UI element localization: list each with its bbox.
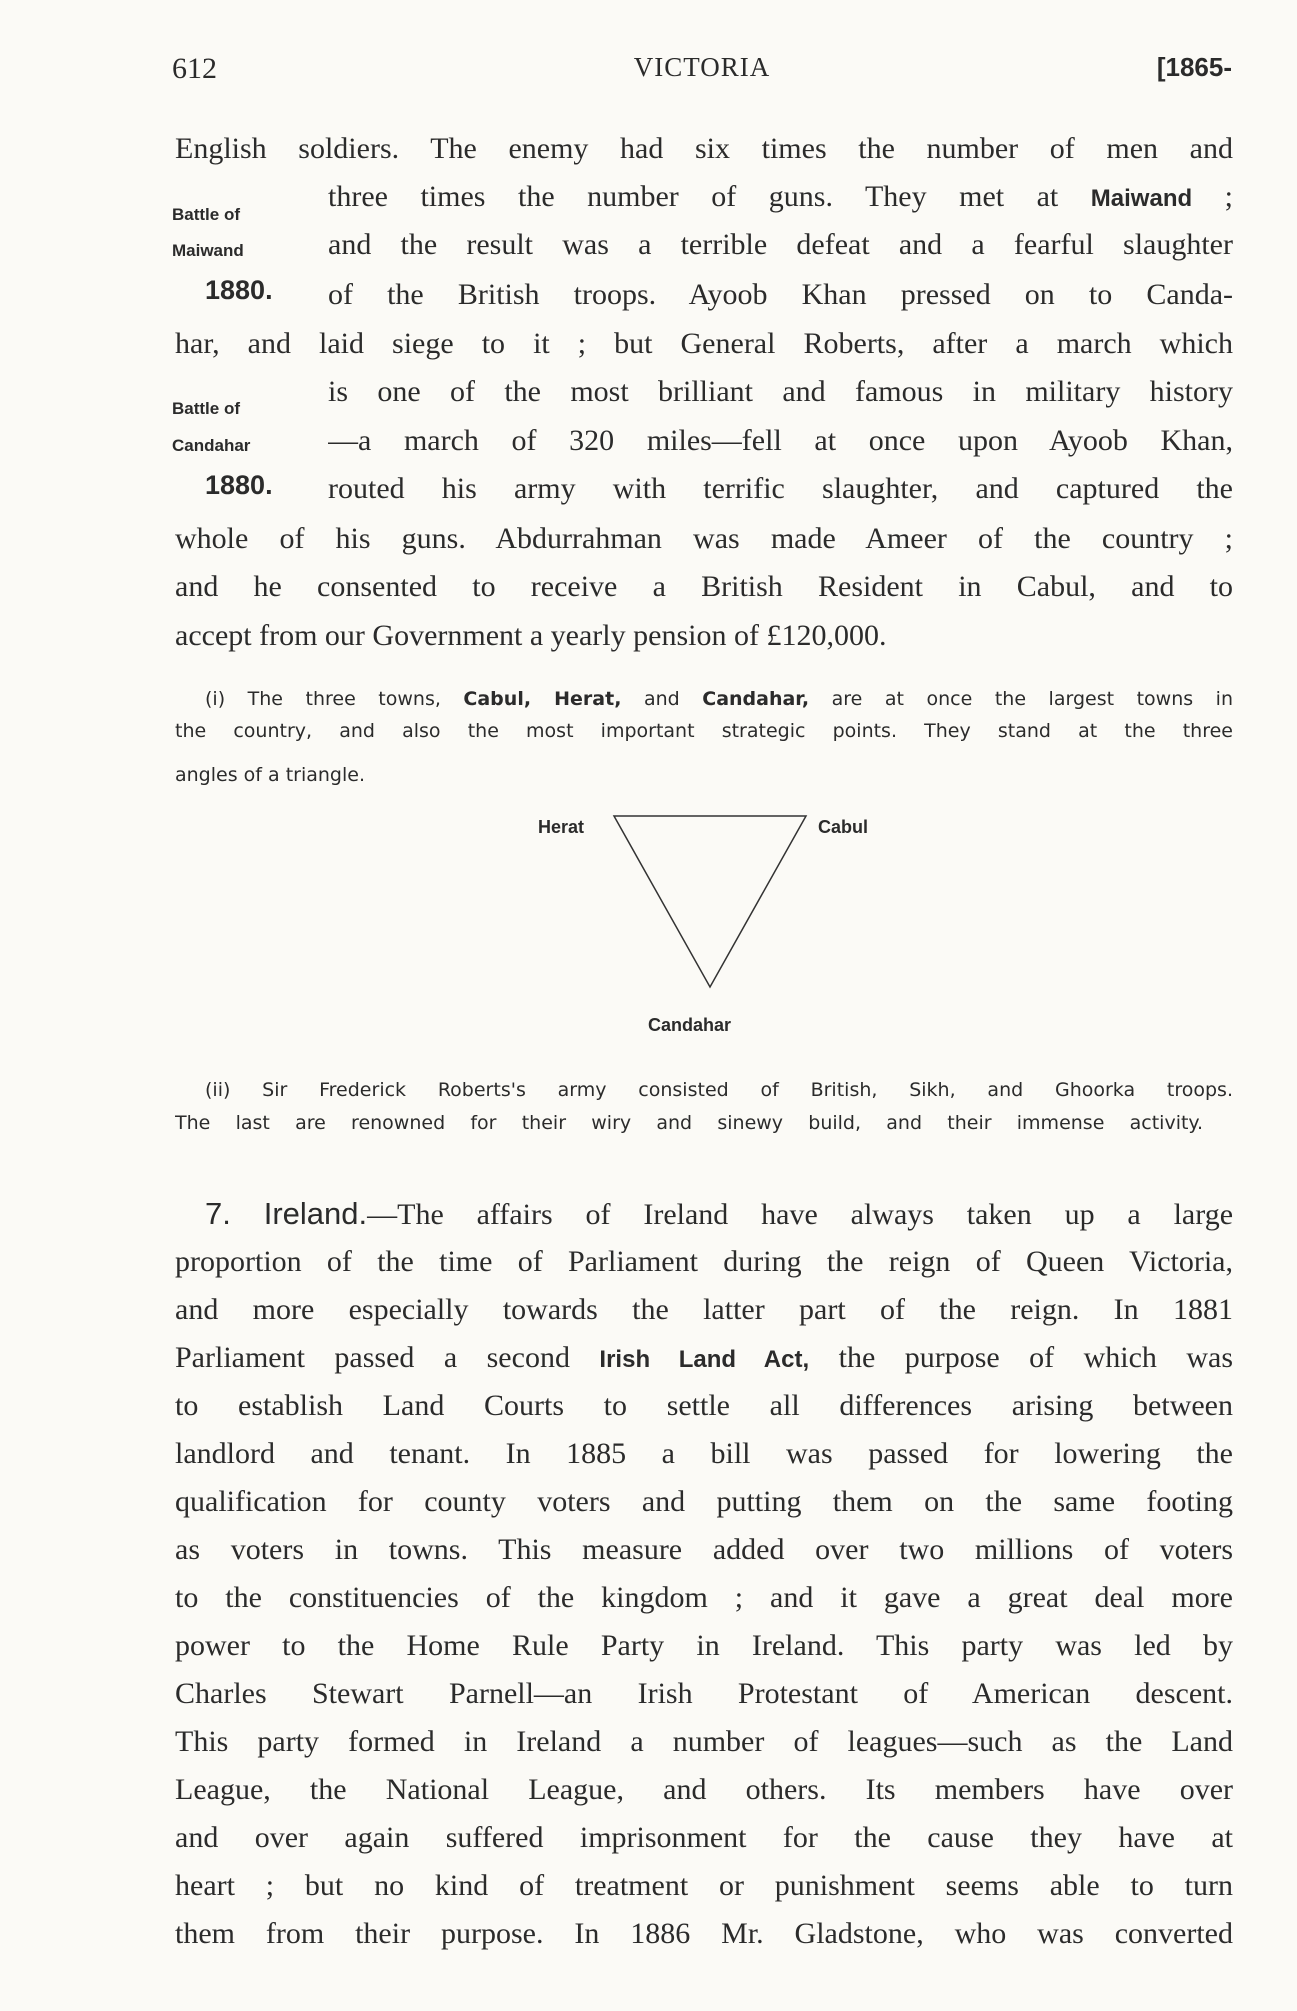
- section-7-line-3: and more especially towards the latter part of the reign. In 1881: [175, 1293, 1233, 1326]
- footnote-2-line-1: (ii) Sir Frederick Roberts's army consisted of British, Sikh, and Ghoorka troops.: [205, 1079, 1233, 1101]
- section-7-line-7: qualification for county voters and putting them on the same footing: [175, 1485, 1233, 1518]
- para1-line-8: routed his army with terrific slaughter, and captured the: [328, 472, 1233, 505]
- para1-line-2a: three times the number of guns. They met at: [328, 180, 1059, 213]
- section-number: 7.: [205, 1196, 231, 1231]
- para1-line-11: accept from our Government a yearly pension of £120,000.: [175, 619, 887, 652]
- section-7-line-2: proportion of the time of Parliament during the reign of Queen Victoria,: [175, 1245, 1233, 1278]
- section-7-line-11: Charles Stewart Parnell—an Irish Protestant of American descent.: [175, 1677, 1233, 1710]
- running-head: [172, 52, 1232, 92]
- para1-line-3: and the result was a terrible defeat and a fearful slaughter: [328, 228, 1233, 261]
- irish-land-act: Irish Land Act,: [599, 1346, 810, 1373]
- triangle-diagram: [610, 812, 810, 992]
- para1-line-4: of the British troops. Ayoob Khan pressed on to Canda-: [328, 278, 1233, 311]
- section-7-line-9: to the constituencies of the kingdom ; and it gave a great deal more: [175, 1581, 1233, 1614]
- running-date: [1865-: [1156, 52, 1232, 82]
- place-maiwand: Maiwand: [1090, 185, 1193, 212]
- section-7-line-1-text: —The affairs of Ireland have always taken up a large: [367, 1198, 1233, 1231]
- footnote-2-line-2: The last are renowned for their wiry and sinewy build, and their immense activity.: [175, 1112, 1203, 1134]
- para1-line-7: —a march of 320 miles—fell at once upon Ayoob Khan,: [328, 424, 1233, 457]
- para1-line-1: English soldiers. The enemy had six times the number of men and: [175, 132, 1233, 165]
- triangle-shape: [614, 816, 806, 987]
- margin-note-battle-candahar-2: Candahar: [172, 436, 251, 455]
- footnote-1-line-3: angles of a triangle.: [175, 764, 365, 786]
- section-heading: Ireland.: [263, 1196, 368, 1231]
- footnote-1-text-c: and: [643, 688, 680, 710]
- page-number: 612: [172, 52, 217, 85]
- diagram-label-candahar: Candahar: [648, 1015, 732, 1035]
- margin-note-battle-maiwand-1: Battle of: [172, 205, 240, 224]
- section-7-line-10: power to the Home Rule Party in Ireland. This party was led by: [175, 1629, 1233, 1662]
- para1-line-2: [328, 178, 1233, 218]
- section-7-line-8: as voters in towns. This measure added over two millions of voters: [175, 1533, 1233, 1566]
- section-7-line-4c: the purpose of which was: [838, 1341, 1233, 1374]
- section-7-line-13: League, the National League, and others. Its members have over: [175, 1773, 1233, 1806]
- footnote-1-line-2: the country, and also the most important strategic points. They stand at the three: [175, 720, 1233, 742]
- para1-line-2c: ;: [1224, 180, 1233, 213]
- section-7-line-16: them from their purpose. In 1886 Mr. Gladstone, who was converted: [175, 1917, 1233, 1950]
- footnote-1-text-a: (i) The three towns,: [205, 688, 441, 710]
- running-title: VICTORIA: [633, 52, 771, 82]
- footnote-1-towns: Cabul, Herat,: [463, 688, 622, 710]
- diagram-label-herat: Herat: [538, 817, 585, 837]
- section-7-line-12: This party formed in Ireland a number of leagues—such as the Land: [175, 1725, 1233, 1758]
- margin-note-battle-candahar-year: 1880.: [205, 470, 273, 500]
- section-7-line-4: [175, 1339, 1233, 1379]
- footnote-1-line-1: [205, 686, 1233, 712]
- section-7-line-4a: Parliament passed a second: [175, 1341, 570, 1374]
- margin-note-battle-candahar-1: Battle of: [172, 399, 240, 418]
- section-7-line-5: to establish Land Courts to settle all differences arising between: [175, 1389, 1233, 1422]
- para1-line-10: and he consented to receive a British Resident in Cabul, and to: [175, 570, 1233, 603]
- para1-line-5: har, and laid siege to it ; but General Roberts, after a march which: [175, 327, 1233, 360]
- section-7-line-15: heart ; but no kind of treatment or punishment seems able to turn: [175, 1869, 1233, 1902]
- section-7-line-6: landlord and tenant. In 1885 a bill was passed for lowering the: [175, 1437, 1233, 1470]
- para1-line-6: is one of the most brilliant and famous in military history: [328, 375, 1233, 408]
- footnote-1-text-e: are at once the largest towns in: [831, 688, 1233, 710]
- margin-note-battle-maiwand-year: 1880.: [205, 275, 273, 305]
- section-7-line-14: and over again suffered imprisonment for the cause they have at: [175, 1821, 1233, 1854]
- margin-note-battle-maiwand-2: Maiwand: [172, 241, 244, 260]
- footnote-1-candahar: Candahar,: [702, 688, 810, 710]
- para1-line-9: whole of his guns. Abdurrahman was made Ameer of the country ;: [175, 522, 1233, 555]
- diagram-label-cabul: Cabul: [818, 817, 869, 837]
- section-7-line-1: [205, 1195, 1233, 1234]
